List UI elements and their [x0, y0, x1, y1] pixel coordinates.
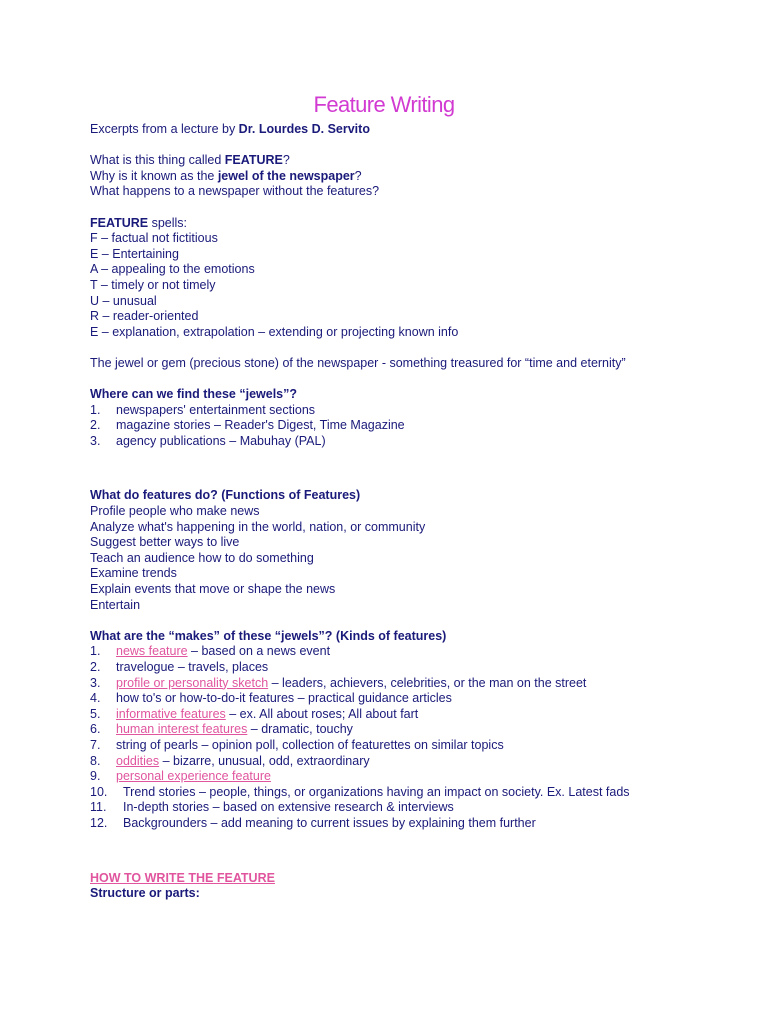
q2-bold: jewel of the newspaper: [217, 168, 355, 183]
item-text: newspapers' entertainment sections: [116, 402, 316, 417]
q2-end: ?: [354, 168, 362, 183]
function-item: Examine trends: [90, 566, 177, 581]
item-number: 2.: [90, 660, 101, 674]
item-text: string of pearls – opinion poll, collection of featurettes on similar topics: [116, 737, 504, 752]
function-item: Entertain: [90, 597, 141, 612]
item-number: 8.: [90, 753, 101, 768]
kind-item: [90, 691, 710, 707]
where-heading: Where can we find these “jewels”?: [90, 387, 298, 402]
item-text: how to's or how-to-do-it features – practical guidance articles: [116, 691, 452, 706]
item-number: 3.: [90, 433, 101, 448]
kind-link-profile[interactable]: profile or personality sketch: [116, 675, 269, 690]
item-text: – bizarre, unusual, odd, extraordinary: [159, 753, 370, 768]
q1-bold: FEATURE: [224, 153, 283, 168]
function-item: Suggest better ways to live: [90, 535, 240, 550]
document-page: [90, 92, 710, 902]
item-text: agency publications – Mabuhay (PAL): [116, 433, 326, 448]
byline-author: Dr. Lourdes D. Servito: [238, 122, 370, 136]
kind-item: [90, 754, 710, 770]
intro-question-1: [90, 153, 710, 169]
kind-item: [90, 785, 710, 801]
lecture-byline: [90, 122, 710, 138]
item-number: 7.: [90, 737, 101, 752]
spells-item: E – explanation, extrapolation – extending or projecting known info: [90, 324, 459, 339]
kind-item: [90, 800, 710, 816]
where-item: [90, 403, 710, 419]
item-number: 2.: [90, 418, 101, 433]
spells-item: A – appealing to the emotions: [90, 262, 255, 277]
function-item: Teach an audience how to do something: [90, 550, 314, 565]
q2-text: Why is it known as the: [90, 168, 218, 183]
function-item: Profile people who make news: [90, 504, 260, 519]
kind-item: [90, 660, 710, 676]
spells-item: R – reader-oriented: [90, 309, 199, 324]
item-number: 1.: [90, 644, 101, 659]
kind-item: [90, 707, 710, 723]
item-text: – ex. All about roses; All about fart: [225, 706, 419, 721]
spells-item: E – Entertaining: [90, 246, 179, 261]
jewel-description: The jewel or gem (precious stone) of the newspaper - something treasured for “time and eternity”: [90, 355, 626, 370]
kind-item: [90, 738, 710, 754]
kind-link-personal-experience[interactable]: personal experience feature: [116, 769, 271, 784]
kind-link-news-feature[interactable]: news feature: [116, 644, 188, 659]
spells-heading: [90, 216, 710, 232]
kind-link-oddities[interactable]: oddities: [116, 753, 160, 768]
item-number: 4.: [90, 691, 101, 706]
q1-end: ?: [282, 153, 290, 168]
kind-link-human-interest[interactable]: human interest features: [116, 722, 248, 737]
function-item: Explain events that move or shape the news: [90, 582, 336, 597]
item-number: 5.: [90, 706, 101, 721]
kind-item: [90, 722, 710, 738]
item-number: 9.: [90, 769, 101, 784]
document-title: Feature Writing: [313, 92, 455, 117]
spells-item: F – factual not fictitious: [90, 231, 218, 246]
item-text: In-depth stories – based on extensive research & interviews: [123, 800, 454, 815]
item-text: magazine stories – Reader's Digest, Time Magazine: [116, 418, 405, 433]
item-number: 10.: [90, 784, 108, 799]
kind-item: [90, 644, 710, 660]
item-text: Backgrounders – add meaning to current issues by explaining them further: [123, 815, 536, 830]
functions-heading: What do features do? (Functions of Features): [90, 488, 361, 503]
item-text: travelogue – travels, places: [116, 660, 269, 674]
item-text: Trend stories – people, things, or organizations having an impact on society. Ex. Latest fads: [123, 784, 630, 799]
spells-item: T – timely or not timely: [90, 277, 216, 292]
kind-link-informative[interactable]: informative features: [116, 706, 226, 721]
spells-item: U – unusual: [90, 293, 157, 308]
item-number: 3.: [90, 675, 101, 690]
intro-question-3: What happens to a newspaper without the features?: [90, 184, 380, 199]
item-number: 12.: [90, 815, 108, 830]
spells-heading-bold: FEATURE: [90, 215, 149, 230]
spells-heading-rest: spells:: [148, 215, 188, 230]
item-text: – leaders, achievers, celebrities, or the man on the street: [268, 675, 587, 690]
structure-heading: Structure or parts:: [90, 886, 200, 901]
howto-heading-link[interactable]: HOW TO WRITE THE FEATURE: [90, 870, 275, 885]
intro-question-2: [90, 169, 710, 185]
kind-item: [90, 676, 710, 692]
item-text: – based on a news event: [187, 644, 331, 659]
byline-prefix: Excerpts from a lecture by: [90, 122, 239, 136]
item-number: 11.: [90, 800, 107, 815]
kinds-heading: What are the “makes” of these “jewels”? (Kinds of features): [90, 628, 447, 643]
where-item: [90, 418, 710, 434]
q1-text: What is this thing called: [90, 153, 225, 168]
item-text: – dramatic, touchy: [247, 722, 353, 737]
item-number: 1.: [90, 402, 101, 417]
item-number: 6.: [90, 722, 101, 737]
function-item: Analyze what's happening in the world, nation, or community: [90, 519, 426, 534]
kind-item: [90, 769, 710, 785]
kind-item: [90, 816, 710, 832]
where-item: [90, 434, 710, 450]
